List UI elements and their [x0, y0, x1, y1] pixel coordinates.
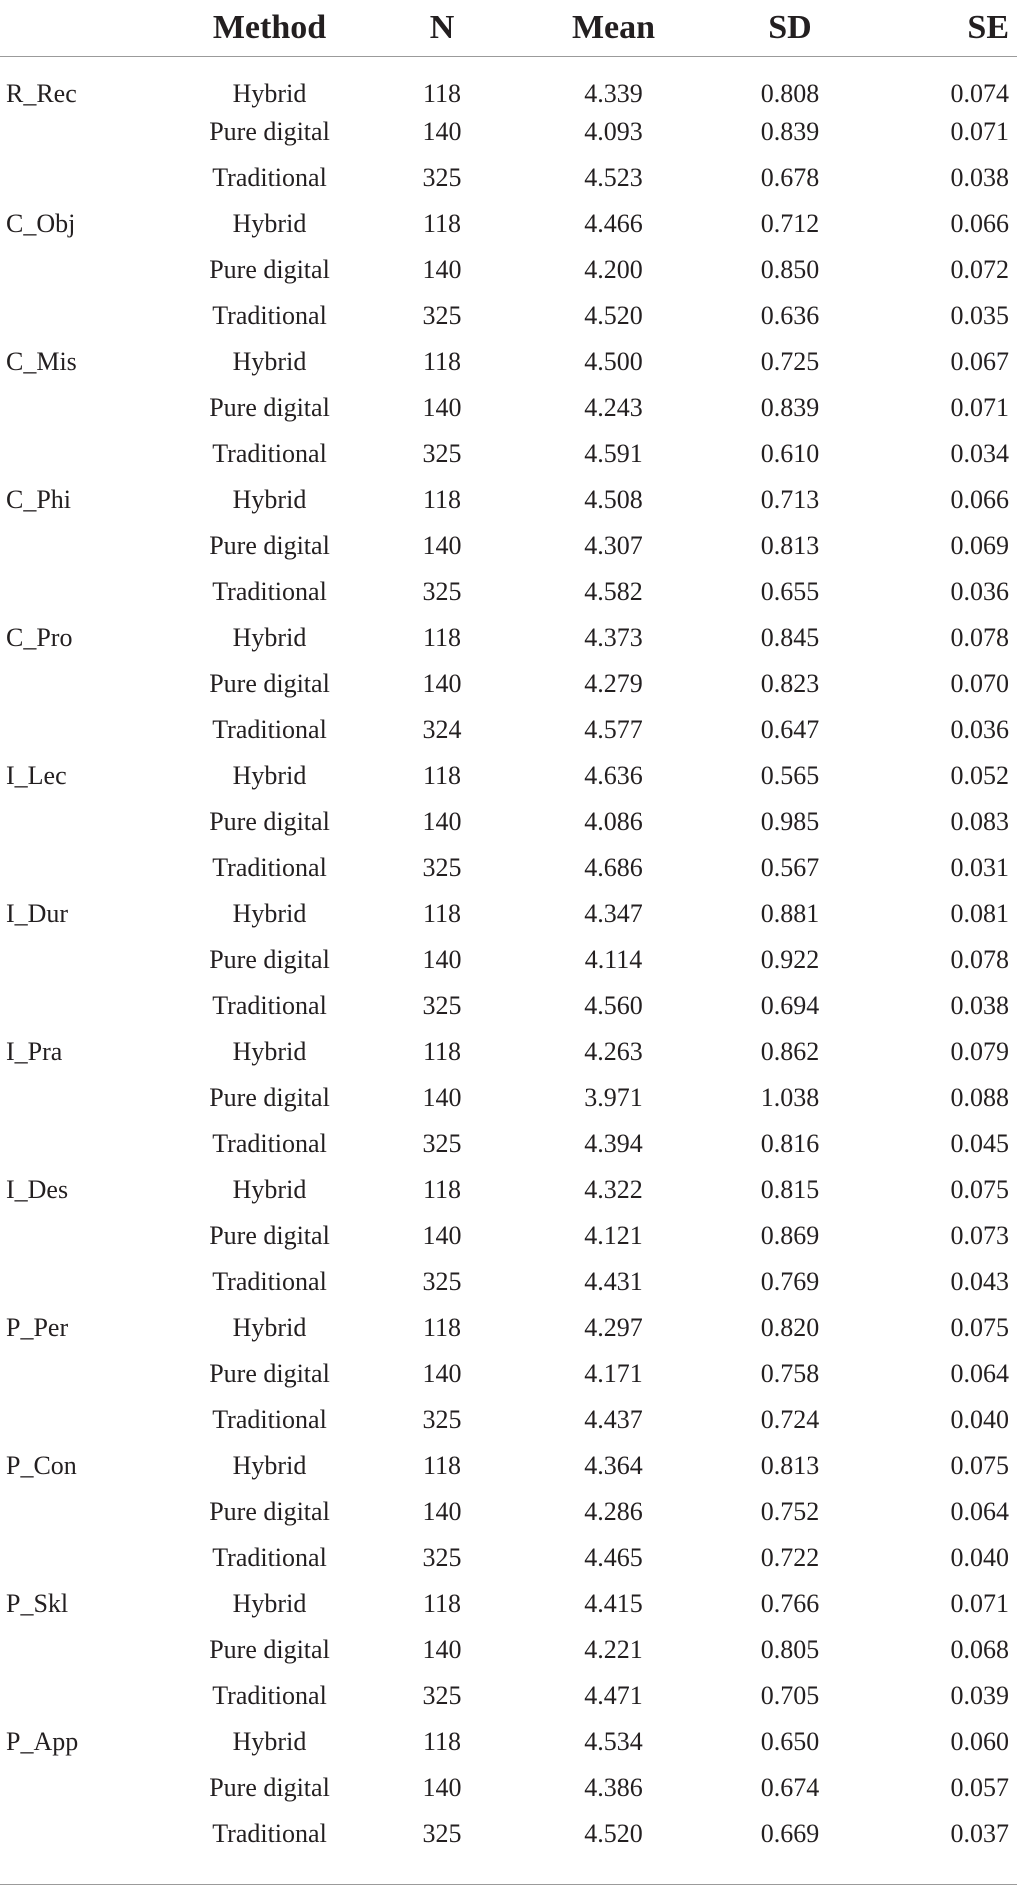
cell-mean: 4.347 [584, 899, 643, 928]
cell-n: 325 [422, 853, 462, 882]
cell-mean: 4.523 [584, 163, 643, 192]
cell-sd: 0.881 [760, 899, 820, 928]
cell-variable [0, 1121, 170, 1167]
cell-se: 0.064 [950, 1497, 1009, 1526]
cell-sd: 0.565 [760, 761, 820, 790]
cell-n: 140 [422, 1635, 462, 1664]
table-row [0, 1259, 1017, 1305]
cell-sd: 0.922 [760, 945, 820, 974]
header-n: N [355, 0, 515, 57]
cell-sd: 0.805 [760, 1635, 820, 1664]
cell-mean: 4.307 [584, 531, 643, 560]
cell-variable: I_Lec [6, 761, 67, 790]
cell-n: 325 [422, 1543, 462, 1572]
cell-method: Traditional [212, 991, 327, 1020]
cell-se: 0.034 [950, 439, 1009, 468]
cell-n: 325 [422, 1405, 462, 1434]
cell-se: 0.038 [950, 991, 1009, 1020]
cell-mean: 4.471 [584, 1681, 643, 1710]
cell-variable [0, 523, 170, 569]
table-row [0, 339, 1017, 385]
cell-mean: 4.279 [584, 669, 643, 698]
cell-method: Pure digital [209, 255, 330, 284]
table-row [0, 569, 1017, 615]
cell-sd: 0.820 [760, 1313, 820, 1342]
table-row [0, 753, 1017, 799]
table-row [0, 891, 1017, 937]
cell-variable [0, 293, 170, 339]
cell-variable [0, 1075, 170, 1121]
cell-mean: 4.286 [584, 1497, 643, 1526]
cell-method: Hybrid [232, 761, 307, 790]
cell-variable [0, 1351, 170, 1397]
cell-mean: 4.591 [584, 439, 643, 468]
header-row [0, 0, 1017, 57]
cell-method: Hybrid [232, 1727, 307, 1756]
cell-se: 0.036 [950, 577, 1009, 606]
cell-method: Hybrid [232, 1313, 307, 1342]
cell-se: 0.040 [950, 1405, 1009, 1434]
table-row [0, 1811, 1017, 1857]
table-bottom-rule [0, 1884, 1017, 1885]
cell-variable: C_Obj [6, 209, 76, 238]
header-mean: Mean [515, 0, 690, 57]
table-row [0, 1719, 1017, 1765]
table-row [0, 1121, 1017, 1167]
cell-se: 0.083 [950, 807, 1009, 836]
cell-method: Pure digital [209, 1773, 330, 1802]
cell-sd: 0.674 [760, 1773, 820, 1802]
cell-variable: P_Con [6, 1451, 77, 1480]
cell-variable: C_Mis [6, 347, 77, 376]
cell-sd: 0.724 [760, 1405, 820, 1434]
cell-variable: P_Per [6, 1313, 69, 1342]
cell-se: 0.037 [950, 1819, 1009, 1848]
cell-method: Hybrid [232, 1589, 307, 1618]
table-row [0, 1673, 1017, 1719]
cell-variable [0, 1213, 170, 1259]
cell-sd: 0.567 [760, 853, 820, 882]
cell-sd: 0.725 [760, 347, 820, 376]
cell-n: 118 [422, 1313, 462, 1342]
cell-method: Hybrid [232, 79, 307, 108]
cell-se: 0.071 [950, 117, 1009, 146]
table-row [0, 477, 1017, 523]
cell-se: 0.035 [950, 301, 1009, 330]
cell-n: 118 [422, 899, 462, 928]
cell-n: 325 [422, 1819, 462, 1848]
cell-n: 140 [422, 393, 462, 422]
cell-mean: 4.437 [584, 1405, 643, 1434]
cell-sd: 0.655 [760, 577, 820, 606]
cell-mean: 4.534 [584, 1727, 643, 1756]
cell-sd: 0.808 [760, 79, 820, 108]
cell-mean: 4.560 [584, 991, 643, 1020]
cell-mean: 4.200 [584, 255, 643, 284]
cell-variable [0, 799, 170, 845]
table-row [0, 983, 1017, 1029]
table-body [0, 57, 1017, 1858]
cell-n: 118 [422, 761, 462, 790]
cell-sd: 0.752 [760, 1497, 820, 1526]
cell-sd: 0.813 [760, 531, 820, 560]
cell-variable [0, 707, 170, 753]
cell-mean: 4.686 [584, 853, 643, 882]
cell-variable [0, 1627, 170, 1673]
cell-method: Traditional [212, 715, 327, 744]
cell-method: Pure digital [209, 669, 330, 698]
cell-n: 140 [422, 1359, 462, 1388]
cell-se: 0.071 [950, 393, 1009, 422]
table-row [0, 155, 1017, 201]
table-header [0, 0, 1017, 57]
table-row [0, 247, 1017, 293]
cell-method: Traditional [212, 439, 327, 468]
cell-se: 0.073 [950, 1221, 1009, 1250]
cell-variable: C_Pro [6, 623, 73, 652]
cell-variable [0, 1259, 170, 1305]
cell-mean: 4.093 [584, 117, 643, 146]
cell-se: 0.088 [950, 1083, 1009, 1112]
cell-method: Traditional [212, 1267, 327, 1296]
table-row [0, 1765, 1017, 1811]
table-row [0, 431, 1017, 477]
header-variable [0, 0, 170, 57]
cell-sd: 0.815 [760, 1175, 820, 1204]
cell-mean: 4.243 [584, 393, 643, 422]
cell-variable: I_Pra [6, 1037, 63, 1066]
cell-sd: 0.678 [760, 163, 820, 192]
cell-variable: I_Des [6, 1175, 69, 1204]
table-row [0, 1213, 1017, 1259]
cell-n: 325 [422, 439, 462, 468]
cell-n: 118 [422, 79, 462, 108]
cell-se: 0.081 [950, 899, 1009, 928]
cell-sd: 0.650 [760, 1727, 820, 1756]
cell-method: Hybrid [232, 347, 307, 376]
cell-se: 0.052 [950, 761, 1009, 790]
cell-mean: 4.121 [584, 1221, 643, 1250]
cell-mean: 4.582 [584, 577, 643, 606]
cell-se: 0.075 [950, 1175, 1009, 1204]
cell-method: Traditional [212, 577, 327, 606]
cell-sd: 0.985 [760, 807, 820, 836]
table-row [0, 661, 1017, 707]
cell-method: Pure digital [209, 945, 330, 974]
cell-mean: 4.508 [584, 485, 643, 514]
cell-mean: 4.394 [584, 1129, 643, 1158]
cell-method: Traditional [212, 1819, 327, 1848]
cell-n: 325 [422, 301, 462, 330]
cell-se: 0.039 [950, 1681, 1009, 1710]
cell-method: Pure digital [209, 531, 330, 560]
cell-method: Hybrid [232, 623, 307, 652]
cell-method: Hybrid [232, 209, 307, 238]
cell-method: Pure digital [209, 393, 330, 422]
cell-sd: 0.712 [760, 209, 820, 238]
cell-mean: 4.431 [584, 1267, 643, 1296]
cell-mean: 4.465 [584, 1543, 643, 1572]
table-row [0, 57, 1017, 110]
table-row [0, 845, 1017, 891]
cell-sd: 0.869 [760, 1221, 820, 1250]
cell-sd: 0.845 [760, 623, 820, 652]
cell-n: 325 [422, 991, 462, 1020]
table-row [0, 1167, 1017, 1213]
cell-sd: 0.713 [760, 485, 820, 514]
cell-sd: 0.758 [760, 1359, 820, 1388]
cell-mean: 4.322 [584, 1175, 643, 1204]
table-row [0, 1443, 1017, 1489]
cell-se: 0.031 [950, 853, 1009, 882]
cell-sd: 0.839 [760, 393, 820, 422]
cell-n: 118 [422, 485, 462, 514]
cell-n: 140 [422, 1773, 462, 1802]
table-row [0, 707, 1017, 753]
header-se: SE [860, 0, 1017, 57]
cell-mean: 4.500 [584, 347, 643, 376]
cell-n: 118 [422, 209, 462, 238]
cell-sd: 0.669 [760, 1819, 820, 1848]
cell-mean: 3.971 [584, 1083, 643, 1112]
cell-se: 0.057 [950, 1773, 1009, 1802]
cell-sd: 0.766 [760, 1589, 820, 1618]
cell-se: 0.036 [950, 715, 1009, 744]
cell-method: Traditional [212, 853, 327, 882]
cell-variable [0, 983, 170, 1029]
cell-mean: 4.297 [584, 1313, 643, 1342]
cell-sd: 0.850 [760, 255, 820, 284]
cell-variable [0, 1765, 170, 1811]
cell-variable [0, 1673, 170, 1719]
cell-se: 0.075 [950, 1313, 1009, 1342]
cell-variable [0, 247, 170, 293]
cell-method: Hybrid [232, 1175, 307, 1204]
cell-method: Hybrid [232, 899, 307, 928]
cell-n: 325 [422, 163, 462, 192]
cell-mean: 4.466 [584, 209, 643, 238]
cell-n: 140 [422, 117, 462, 146]
cell-variable: R_Rec [6, 79, 77, 108]
cell-mean: 4.520 [584, 301, 643, 330]
table-row [0, 1489, 1017, 1535]
cell-n: 325 [422, 1267, 462, 1296]
cell-se: 0.069 [950, 531, 1009, 560]
table-row [0, 523, 1017, 569]
cell-method: Pure digital [209, 1359, 330, 1388]
cell-n: 324 [422, 715, 462, 744]
cell-n: 118 [422, 1727, 462, 1756]
cell-sd: 0.636 [760, 301, 820, 330]
cell-mean: 4.339 [584, 79, 643, 108]
cell-n: 118 [422, 1451, 462, 1480]
cell-se: 0.060 [950, 1727, 1009, 1756]
cell-mean: 4.636 [584, 761, 643, 790]
cell-method: Pure digital [209, 1083, 330, 1112]
cell-variable [0, 569, 170, 615]
cell-variable [0, 937, 170, 983]
cell-n: 140 [422, 255, 462, 284]
cell-n: 140 [422, 945, 462, 974]
cell-method: Traditional [212, 1405, 327, 1434]
cell-method: Traditional [212, 301, 327, 330]
cell-n: 118 [422, 623, 462, 652]
cell-se: 0.043 [950, 1267, 1009, 1296]
cell-method: Pure digital [209, 807, 330, 836]
cell-sd: 0.839 [760, 117, 820, 146]
cell-n: 140 [422, 669, 462, 698]
cell-variable [0, 1489, 170, 1535]
cell-se: 0.078 [950, 623, 1009, 652]
table-row [0, 201, 1017, 247]
cell-sd: 1.038 [760, 1083, 820, 1112]
cell-mean: 4.263 [584, 1037, 643, 1066]
cell-variable: P_Skl [6, 1589, 69, 1618]
cell-mean: 4.415 [584, 1589, 643, 1618]
cell-variable: C_Phi [6, 485, 72, 514]
table-row [0, 1029, 1017, 1075]
cell-method: Hybrid [232, 485, 307, 514]
cell-n: 325 [422, 577, 462, 606]
cell-se: 0.066 [950, 209, 1009, 238]
cell-n: 118 [422, 1589, 462, 1618]
cell-variable [0, 845, 170, 891]
cell-sd: 0.813 [760, 1451, 820, 1480]
cell-method: Traditional [212, 163, 327, 192]
cell-variable: P_App [6, 1727, 79, 1756]
table-row [0, 1581, 1017, 1627]
cell-mean: 4.221 [584, 1635, 643, 1664]
cell-sd: 0.647 [760, 715, 820, 744]
cell-variable [0, 661, 170, 707]
table-row [0, 109, 1017, 155]
cell-se: 0.078 [950, 945, 1009, 974]
cell-mean: 4.520 [584, 1819, 643, 1848]
cell-method: Hybrid [232, 1037, 307, 1066]
cell-se: 0.079 [950, 1037, 1009, 1066]
cell-mean: 4.386 [584, 1773, 643, 1802]
cell-method: Traditional [212, 1543, 327, 1572]
cell-n: 118 [422, 1037, 462, 1066]
table-row [0, 1627, 1017, 1673]
cell-se: 0.071 [950, 1589, 1009, 1618]
cell-method: Pure digital [209, 1635, 330, 1664]
cell-se: 0.038 [950, 163, 1009, 192]
cell-n: 140 [422, 1221, 462, 1250]
cell-n: 140 [422, 1497, 462, 1526]
cell-se: 0.064 [950, 1359, 1009, 1388]
cell-n: 325 [422, 1129, 462, 1158]
cell-mean: 4.171 [584, 1359, 643, 1388]
cell-sd: 0.862 [760, 1037, 820, 1066]
table-row [0, 1351, 1017, 1397]
cell-se: 0.040 [950, 1543, 1009, 1572]
cell-mean: 4.373 [584, 623, 643, 652]
table-row [0, 937, 1017, 983]
table-row [0, 1535, 1017, 1581]
table-row [0, 1075, 1017, 1121]
cell-method: Pure digital [209, 1497, 330, 1526]
cell-se: 0.068 [950, 1635, 1009, 1664]
cell-sd: 0.823 [760, 669, 820, 698]
table-row [0, 1305, 1017, 1351]
cell-se: 0.066 [950, 485, 1009, 514]
cell-variable [0, 155, 170, 201]
cell-n: 118 [422, 1175, 462, 1204]
cell-variable [0, 1397, 170, 1443]
cell-se: 0.070 [950, 669, 1009, 698]
cell-sd: 0.610 [760, 439, 820, 468]
cell-variable: I_Dur [6, 899, 69, 928]
cell-n: 140 [422, 807, 462, 836]
cell-se: 0.075 [950, 1451, 1009, 1480]
table-row [0, 385, 1017, 431]
cell-method: Hybrid [232, 1451, 307, 1480]
cell-variable [0, 1535, 170, 1581]
cell-variable [0, 1811, 170, 1857]
cell-method: Traditional [212, 1129, 327, 1158]
header-method: Method [170, 0, 355, 57]
cell-method: Pure digital [209, 117, 330, 146]
cell-method: Pure digital [209, 1221, 330, 1250]
cell-sd: 0.722 [760, 1543, 820, 1572]
table-row [0, 799, 1017, 845]
cell-mean: 4.364 [584, 1451, 643, 1480]
cell-se: 0.074 [950, 79, 1009, 108]
table-row [0, 1397, 1017, 1443]
cell-mean: 4.086 [584, 807, 643, 836]
cell-mean: 4.114 [584, 945, 643, 974]
cell-mean: 4.577 [584, 715, 643, 744]
cell-se: 0.045 [950, 1129, 1009, 1158]
cell-sd: 0.705 [760, 1681, 820, 1710]
header-sd: SD [690, 0, 860, 57]
cell-variable [0, 431, 170, 477]
cell-sd: 0.769 [760, 1267, 820, 1296]
cell-sd: 0.694 [760, 991, 820, 1020]
cell-n: 325 [422, 1681, 462, 1710]
cell-n: 118 [422, 347, 462, 376]
table-row [0, 293, 1017, 339]
cell-se: 0.067 [950, 347, 1009, 376]
cell-sd: 0.816 [760, 1129, 820, 1158]
cell-variable [0, 109, 170, 155]
cell-variable [0, 385, 170, 431]
cell-se: 0.072 [950, 255, 1009, 284]
table-row [0, 615, 1017, 661]
cell-method: Traditional [212, 1681, 327, 1710]
cell-n: 140 [422, 531, 462, 560]
cell-n: 140 [422, 1083, 462, 1112]
